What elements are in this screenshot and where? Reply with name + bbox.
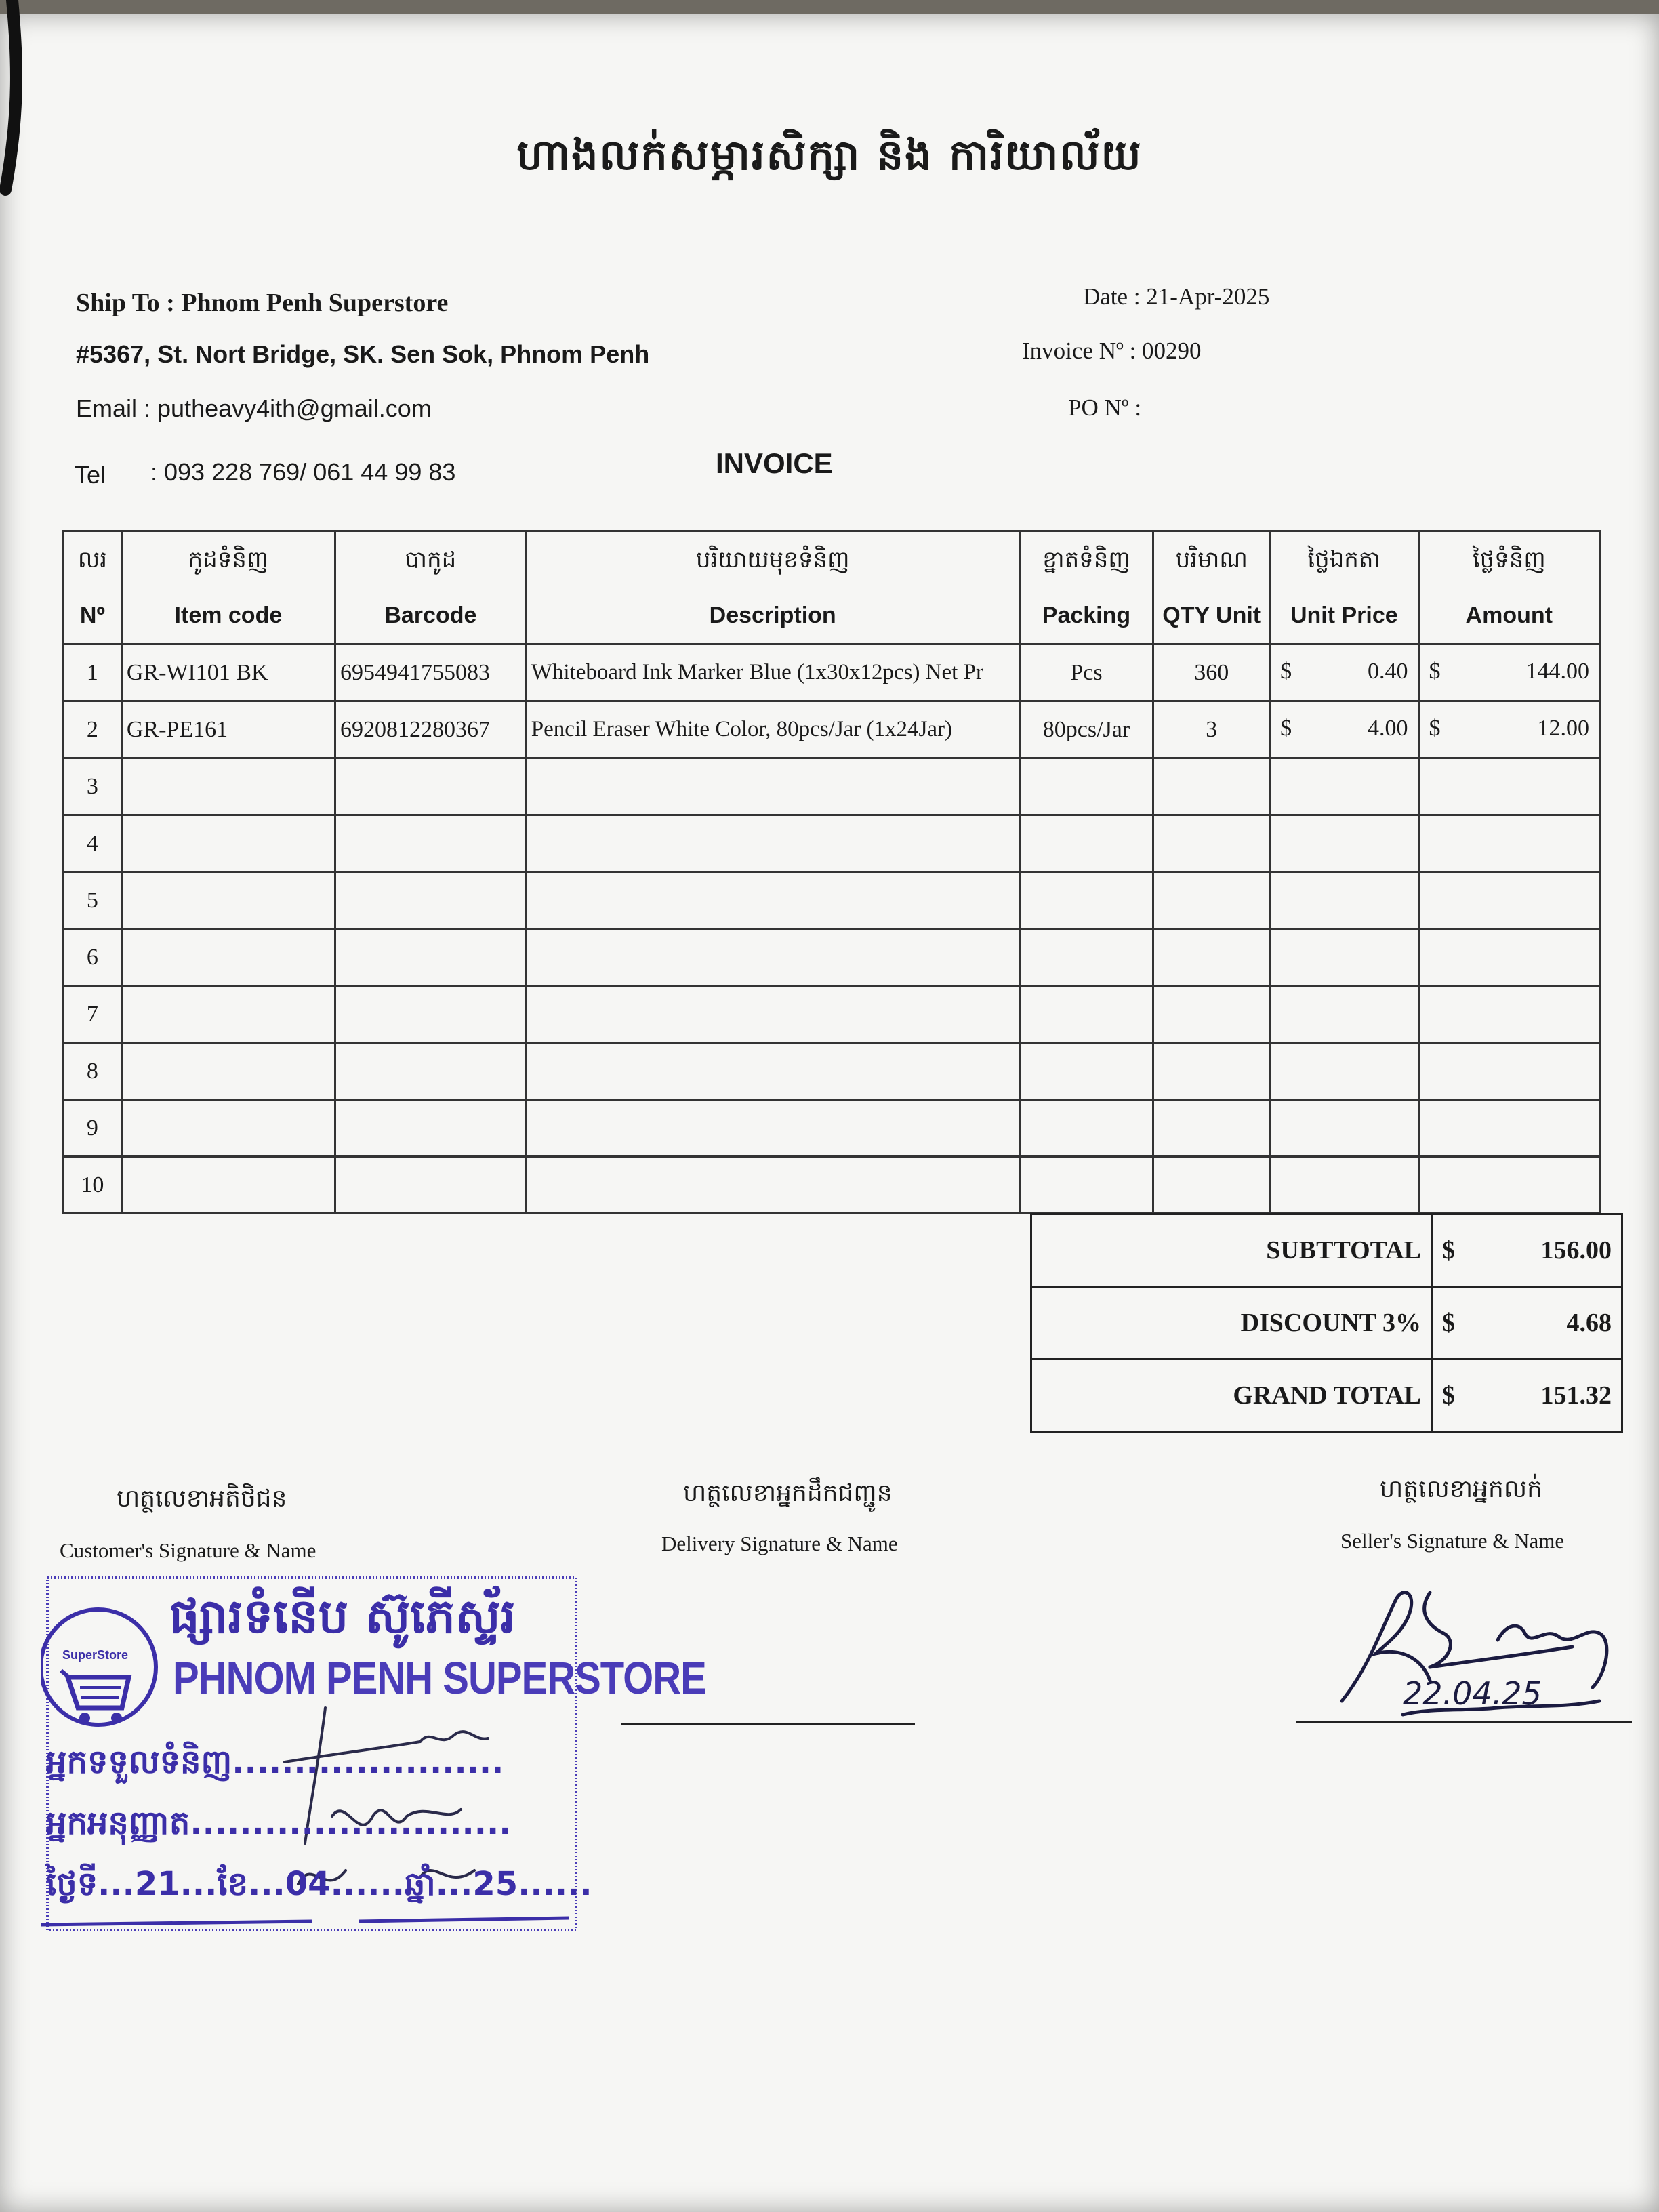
cell-no: 4: [64, 815, 122, 872]
cell-no: 5: [64, 872, 122, 929]
table-header-row: [64, 531, 1600, 644]
company-name: ហាងលក់សម្ភារសិក្សា និង ការិយាល័យ: [516, 130, 1143, 180]
stamp-khmer-name: ផ្សារទំនើប ស៊ូភើស្ទ័រ: [169, 1589, 516, 1644]
header-description: បរិយាយមុខទំនិញ Description: [526, 531, 1019, 644]
totals-table: [1030, 1213, 1623, 1433]
seller-signature-label: Seller's Signature & Name: [1340, 1529, 1565, 1553]
subtotal-label: SUBTTOTAL: [1031, 1214, 1432, 1287]
stamp-english-name: PHNOM PENH SUPERSTORE: [173, 1653, 706, 1704]
cell-no: 7: [64, 986, 122, 1043]
subtotal-currency: $: [1432, 1214, 1473, 1287]
table-row: [64, 758, 1600, 815]
header-unit-price: ថ្លៃឯកតា Unit Price: [1270, 531, 1418, 644]
cell-barcode: 6954941755083: [335, 644, 526, 701]
cell-description: Whiteboard Ink Marker Blue (1x30x12pcs) Net Pr: [526, 644, 1019, 701]
invoice-paper: [0, 14, 1659, 2212]
tel-value: : 093 228 769/ 061 44 99 83: [150, 458, 456, 486]
cell-item-code: GR-WI101 BK: [121, 644, 335, 701]
grand-total-currency: $: [1432, 1359, 1473, 1432]
cell-no: 8: [64, 1043, 122, 1100]
header-no: លរ Nº: [64, 531, 122, 644]
cable-icon: [0, 0, 41, 203]
grand-total-value: 151.32: [1472, 1359, 1622, 1432]
cell-no: 2: [64, 701, 122, 758]
header-amount: ថ្លៃទំនិញ Amount: [1418, 531, 1599, 644]
tel-label: Tel: [75, 461, 106, 489]
cell-qty: 360: [1153, 644, 1270, 701]
discount-row: [1031, 1287, 1622, 1359]
svg-text:22.04.25: 22.04.25: [1403, 1675, 1542, 1712]
ship-email: Email : putheavy4ith@gmail.com: [76, 394, 432, 422]
seller-signature-icon: [1328, 1572, 1640, 1728]
cell-unit-price: $ 0.40: [1270, 644, 1418, 701]
customer-signature-kh: ហត្ថលេខាអតិថិជន: [117, 1485, 287, 1513]
cell-no: 9: [64, 1100, 122, 1157]
header-packing: ខ្នាតទំនិញ Packing: [1019, 531, 1153, 644]
delivery-signature-kh: ហត្ថលេខាអ្នកដឹកជញ្ជូន: [683, 1479, 893, 1507]
cell-unit-price: $ 4.00: [1270, 701, 1418, 758]
table-row: [64, 815, 1600, 872]
po-number: PO Nº :: [1068, 394, 1142, 421]
cell-no: 3: [64, 758, 122, 815]
grand-total-label: GRAND TOTAL: [1031, 1359, 1432, 1432]
delivery-signature-line: [621, 1723, 915, 1725]
seller-signature-kh: ហត្ថលេខាអ្នកលក់: [1380, 1475, 1542, 1503]
superstore-stamp: [41, 1572, 706, 1938]
stamp-logo-text: SuperStore: [62, 1648, 129, 1662]
items-table: [62, 530, 1601, 1214]
cell-no: 10: [64, 1157, 122, 1214]
subtotal-row: [1031, 1214, 1622, 1287]
cell-item-code: GR-PE161: [121, 701, 335, 758]
delivery-signature-label: Delivery Signature & Name: [661, 1532, 898, 1555]
customer-signature-label: Customer's Signature & Name: [60, 1538, 316, 1562]
invoice-number: Invoice Nº : 00290: [1022, 337, 1202, 364]
ship-address: #5367, St. Nort Bridge, SK. Sen Sok, Phnom Penh: [76, 340, 650, 368]
stamp-date-line: ថ្ងៃទី...21...ខែ...04......ឆ្នាំ...25......: [46, 1865, 592, 1903]
table-row: [64, 1157, 1600, 1214]
subtotal-value: 156.00: [1472, 1214, 1622, 1287]
cell-no: 6: [64, 929, 122, 986]
grand-total-row: [1031, 1359, 1622, 1432]
header-qty: បរិមាណ QTY Unit: [1153, 531, 1270, 644]
invoice-title: INVOICE: [716, 447, 833, 479]
table-row: [64, 701, 1600, 758]
stamp-approver-line: អ្នកអនុញ្ញាត..........................: [46, 1804, 512, 1842]
discount-value: 4.68: [1472, 1287, 1622, 1359]
cell-amount: $ 144.00: [1418, 644, 1599, 701]
invoice-date: Date : 21-Apr-2025: [1083, 283, 1270, 310]
header-barcode: បាកូដ Barcode: [335, 531, 526, 644]
table-row: [64, 986, 1600, 1043]
ship-to: Ship To : Phnom Penh Superstore: [76, 289, 449, 317]
stamp-receiver-line: អ្នកទទួលទំនិញ......................: [46, 1743, 504, 1781]
table-row: [64, 644, 1600, 701]
cell-description: Pencil Eraser White Color, 80pcs/Jar (1x24Jar): [526, 701, 1019, 758]
cell-no: 1: [64, 644, 122, 701]
cell-amount: $ 12.00: [1418, 701, 1599, 758]
table-row: [64, 872, 1600, 929]
table-row: [64, 1100, 1600, 1157]
discount-currency: $: [1432, 1287, 1473, 1359]
cell-packing: Pcs: [1019, 644, 1153, 701]
header-item-code: កូដទំនិញ Item code: [121, 531, 335, 644]
discount-label: DISCOUNT 3%: [1031, 1287, 1432, 1359]
cell-barcode: 6920812280367: [335, 701, 526, 758]
cell-qty: 3: [1153, 701, 1270, 758]
table-row: [64, 1043, 1600, 1100]
table-row: [64, 929, 1600, 986]
cell-packing: 80pcs/Jar: [1019, 701, 1153, 758]
